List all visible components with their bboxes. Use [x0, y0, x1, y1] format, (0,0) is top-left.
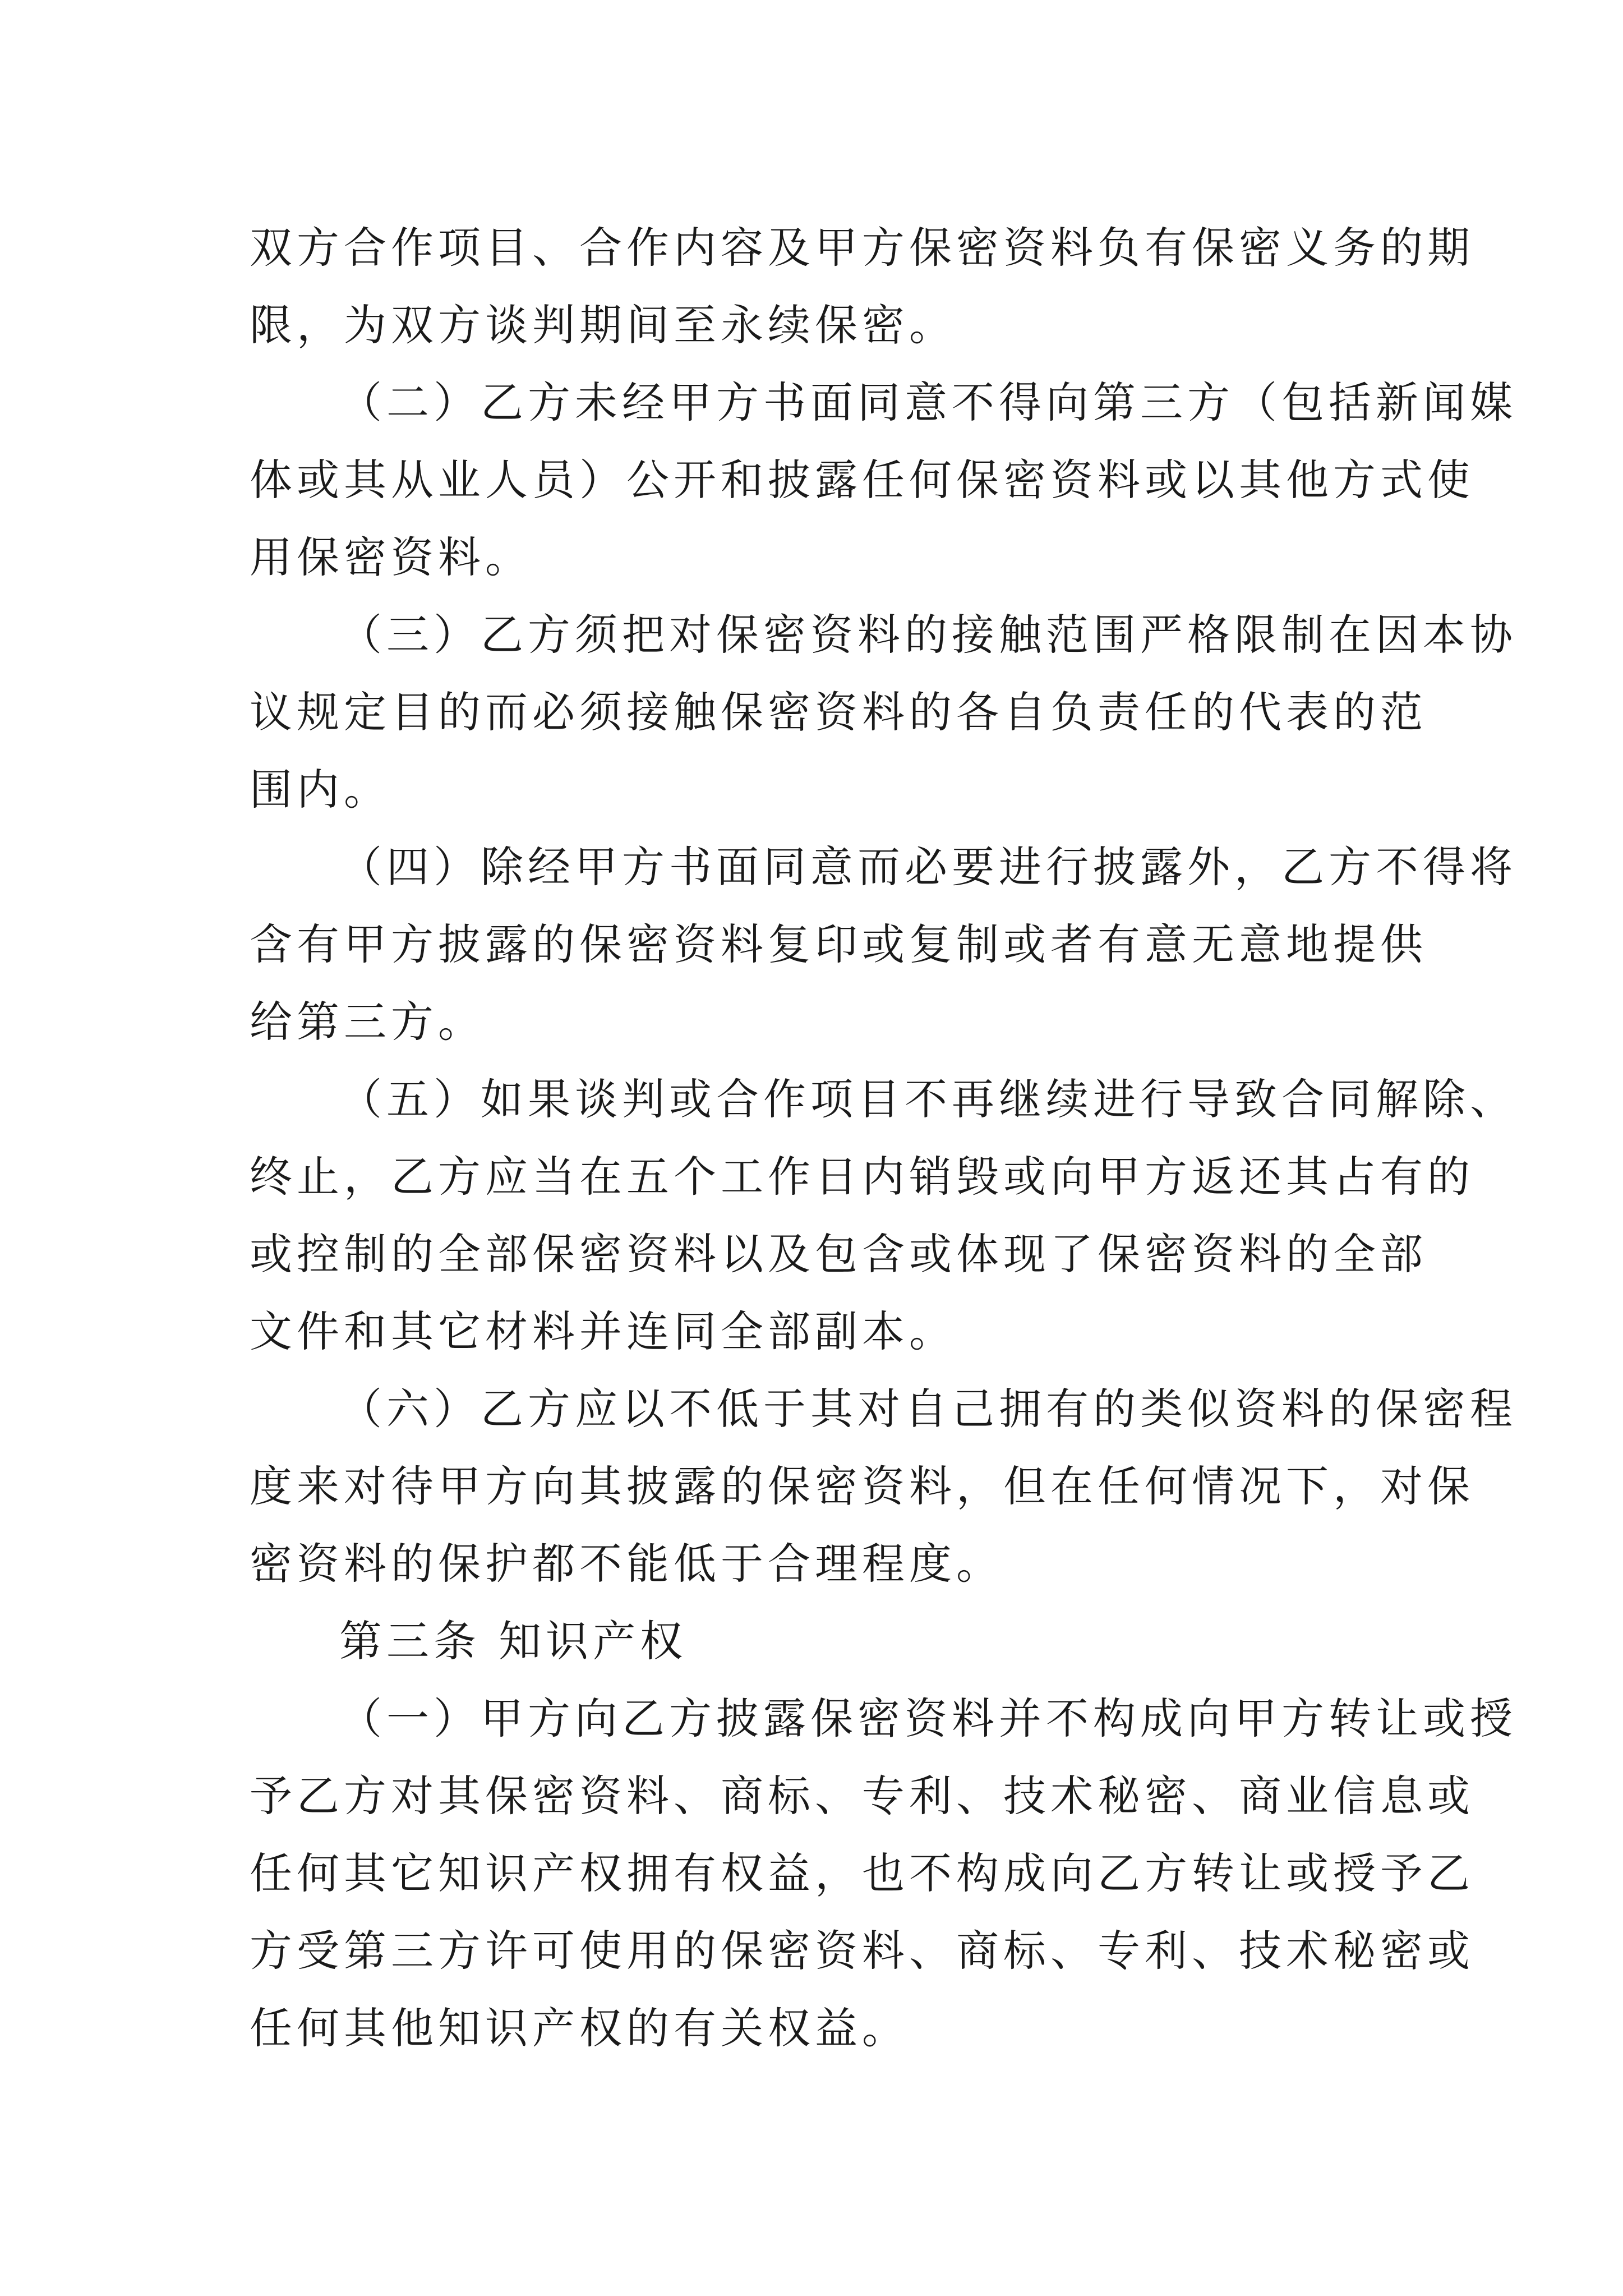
paragraph-line: 密资料的保护都不能低于合理程度。: [250, 1539, 1003, 1589]
clause-line: （一）甲方向乙方披露保密资料并不构成向甲方转让或授: [339, 1694, 1517, 1743]
paragraph-line: 文件和其它材料并连同全部副本。: [250, 1306, 956, 1356]
paragraph-line: 任何其他知识产权的有关权益。: [250, 2003, 909, 2053]
document-body: [250, 209, 1517, 2067]
clause-line: （三）乙方须把对保密资料的接触范围严格限制在因本协: [339, 610, 1517, 660]
paragraph-line: 用保密资料。: [250, 532, 532, 582]
paragraph-line: 终止，乙方应当在五个工作日内销毁或向甲方返还其占有的: [250, 1152, 1474, 1202]
paragraph-line: 予乙方对其保密资料、商标、专利、技术秘密、商业信息或: [250, 1771, 1474, 1821]
paragraph-line: 度来对待甲方向其披露的保密资料，但在任何情况下，对保: [250, 1461, 1474, 1511]
paragraph-line: 方受第三方许可使用的保密资料、商标、专利、技术秘密或: [250, 1926, 1474, 1976]
clause-line: （四）除经甲方书面同意而必要进行披露外，乙方不得将: [339, 842, 1517, 892]
clause-line: （二）乙方未经甲方书面同意不得向第三方（包括新闻媒: [339, 378, 1517, 427]
paragraph-line: 任何其它知识产权拥有权益，也不构成向乙方转让或授予乙: [250, 1848, 1474, 1898]
clause-line: （五）如果谈判或合作项目不再继续进行导致合同解除、: [339, 1074, 1517, 1124]
paragraph-line: 给第三方。: [250, 997, 485, 1047]
paragraph-line: 围内。: [250, 765, 391, 815]
paragraph-line: 含有甲方披露的保密资料复印或复制或者有意无意地提供: [250, 919, 1427, 969]
clause-line: （六）乙方应以不低于其对自己拥有的类似资料的保密程: [339, 1384, 1517, 1434]
section-heading: 第三条 知识产权: [339, 1616, 688, 1666]
paragraph-line: 议规定目的而必须接触保密资料的各自负责任的代表的范: [250, 687, 1427, 737]
paragraph-line: 或控制的全部保密资料以及包含或体现了保密资料的全部: [250, 1229, 1427, 1279]
paragraph-line: 双方合作项目、合作内容及甲方保密资料负有保密义务的期: [250, 223, 1474, 273]
paragraph-line: 限，为双方谈判期间至永续保密。: [250, 300, 956, 350]
paragraph-line: 体或其从业人员）公开和披露任何保密资料或以其他方式使: [250, 455, 1474, 505]
